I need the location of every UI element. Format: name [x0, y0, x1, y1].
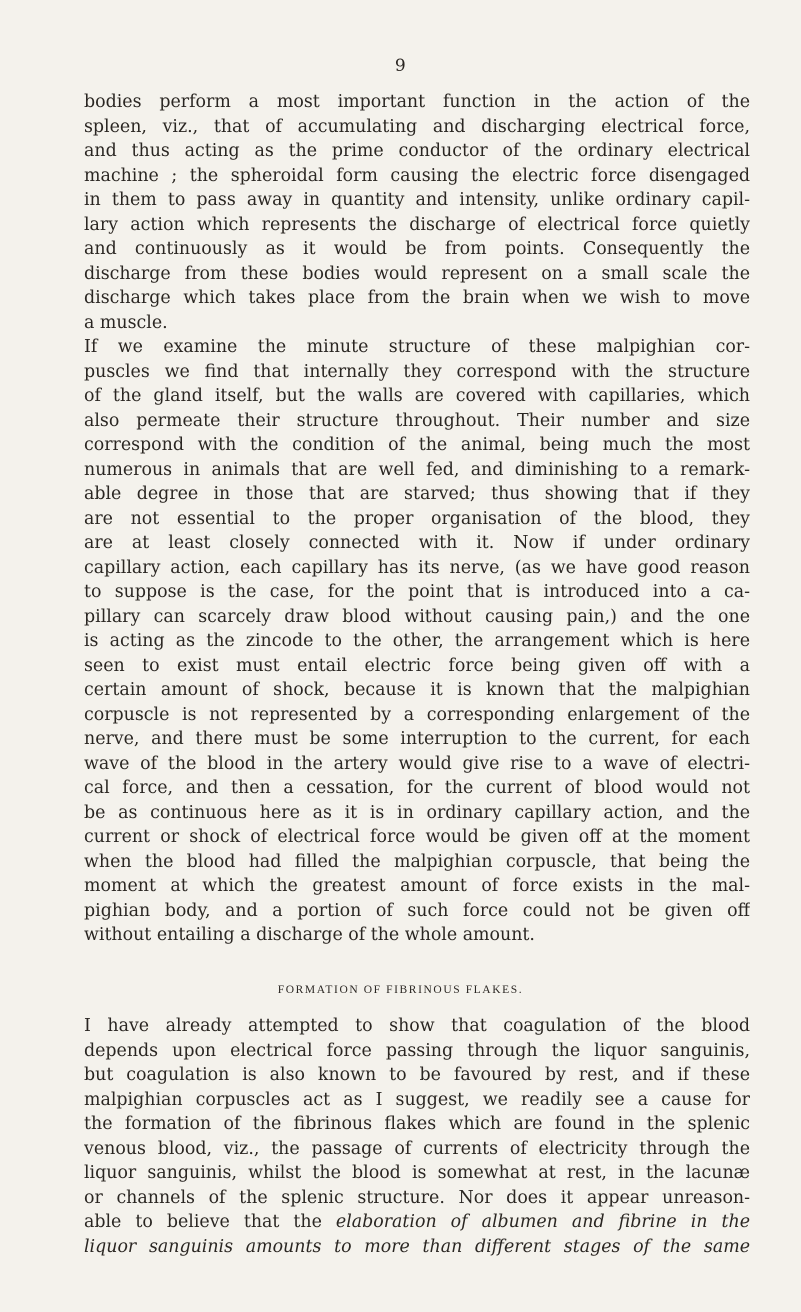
- text-line: also permeate their structure throughout. Their number and size: [84, 410, 750, 431]
- text-line: wave of the blood in the artery would give rise to a wave of electri-: [84, 753, 750, 774]
- text-line: seen to exist must entail electric force being given off with a: [84, 655, 750, 676]
- text-line: in them to pass away in quantity and intensity, unlike ordinary capil-: [84, 190, 750, 210]
- text-line: malpighian corpuscles act as I suggest, we readily see a cause for: [84, 1089, 750, 1110]
- text-line: and continuously as it would be from points. Consequently the: [84, 239, 750, 259]
- text-line: If we examine the minute structure of these malpighian cor-: [84, 337, 750, 357]
- text-line: but coagulation is also known to be favoured by rest, and if these: [84, 1065, 750, 1085]
- text-line: be as continuous here as it is in ordinary capillary action, and the: [84, 802, 750, 823]
- text-line: pillary can scarcely draw blood without causing pain,) and the one: [84, 606, 750, 627]
- text-line: correspond with the condition of the animal, being much the most: [84, 435, 750, 455]
- text-line: to suppose is the case, for the point that is introduced into a ca-: [84, 582, 750, 602]
- text-line: numerous in animals that are well fed, and diminishing to a remark-: [84, 459, 750, 480]
- text-line: spleen, viz., that of accumulating and discharging electrical force,: [84, 116, 750, 137]
- text-line: or channels of the splenic structure. Nor does it appear unreason-: [84, 1187, 750, 1208]
- text-roman: able to believe that the: [84, 1212, 322, 1232]
- text-line: able degree in those that are starved; thus showing that if they: [84, 484, 750, 504]
- text-line: nerve, and there must be some interruption to the current, for each: [84, 729, 750, 749]
- text-line: are not essential to the proper organisation of the blood, they: [84, 508, 750, 529]
- text-line: are at least closely connected with it. Now if under ordinary: [84, 533, 750, 553]
- text-line: is acting as the zincode to the other, the arrangement which is here: [84, 631, 750, 651]
- text-line: liquor sanguinis, whilst the blood is somewhat at rest, in the lacunæ: [84, 1163, 750, 1183]
- text-line: discharge from these bodies would represent on a small scale the: [84, 263, 750, 284]
- text-line: puscles we find that internally they correspond with the structure: [84, 361, 750, 382]
- text-line: bodies perform a most important function in the action of the: [84, 92, 750, 112]
- text-line: I have already attempted to show that coagulation of the blood: [84, 1016, 750, 1036]
- text-line: certain amount of shock, because it is known that the malpighian: [84, 680, 750, 700]
- text-line: and thus acting as the prime conductor of the ordinary electrical: [84, 141, 750, 161]
- text-line: of the gland itself, but the walls are covered with capillaries, which: [84, 386, 750, 406]
- text-line: machine ; the spheroidal form causing the electric force disengaged: [84, 165, 750, 186]
- text-line: without entailing a discharge of the whole amount.: [84, 925, 535, 945]
- page-number: 9: [394, 56, 407, 76]
- section-heading: FORMATION OF FIBRINOUS FLAKES.: [277, 984, 524, 996]
- text-line-italic: liquor sanguinis amounts to more than different stages of the same: [84, 1236, 750, 1257]
- text-line: the formation of the fibrinous flakes which are found in the splenic: [84, 1114, 750, 1134]
- body-text-upper: [84, 90, 750, 948]
- text-line: cal force, and then a cessation, for the current of blood would not: [84, 778, 750, 798]
- text-italic: elaboration of albumen and fibrine in the: [335, 1212, 750, 1232]
- text-line: when the blood had filled the malpighian corpuscle, that being the: [84, 851, 750, 872]
- text-line: a muscle.: [84, 312, 168, 333]
- text-line: capillary action, each capillary has its nerve, (as we have good reason: [84, 557, 750, 578]
- text-line: depends upon electrical force passing through the liquor sanguinis,: [84, 1040, 750, 1061]
- text-line: current or shock of electrical force would be given off at the moment: [84, 827, 750, 847]
- text-line: lary action which represents the discharge of electrical force quietly: [84, 214, 750, 235]
- text-line: venous blood, viz., the passage of currents of electricity through the: [84, 1138, 750, 1159]
- text-line-mixed: [84, 1210, 750, 1235]
- body-text-lower: [84, 1014, 750, 1259]
- text-line: pighian body, and a portion of such force could not be given off: [84, 900, 750, 921]
- text-line: corpuscle is not represented by a corresponding enlargement of the: [84, 704, 750, 725]
- text-line: moment at which the greatest amount of force exists in the mal-: [84, 876, 750, 896]
- text-line: discharge which takes place from the brain when we wish to move: [84, 288, 750, 308]
